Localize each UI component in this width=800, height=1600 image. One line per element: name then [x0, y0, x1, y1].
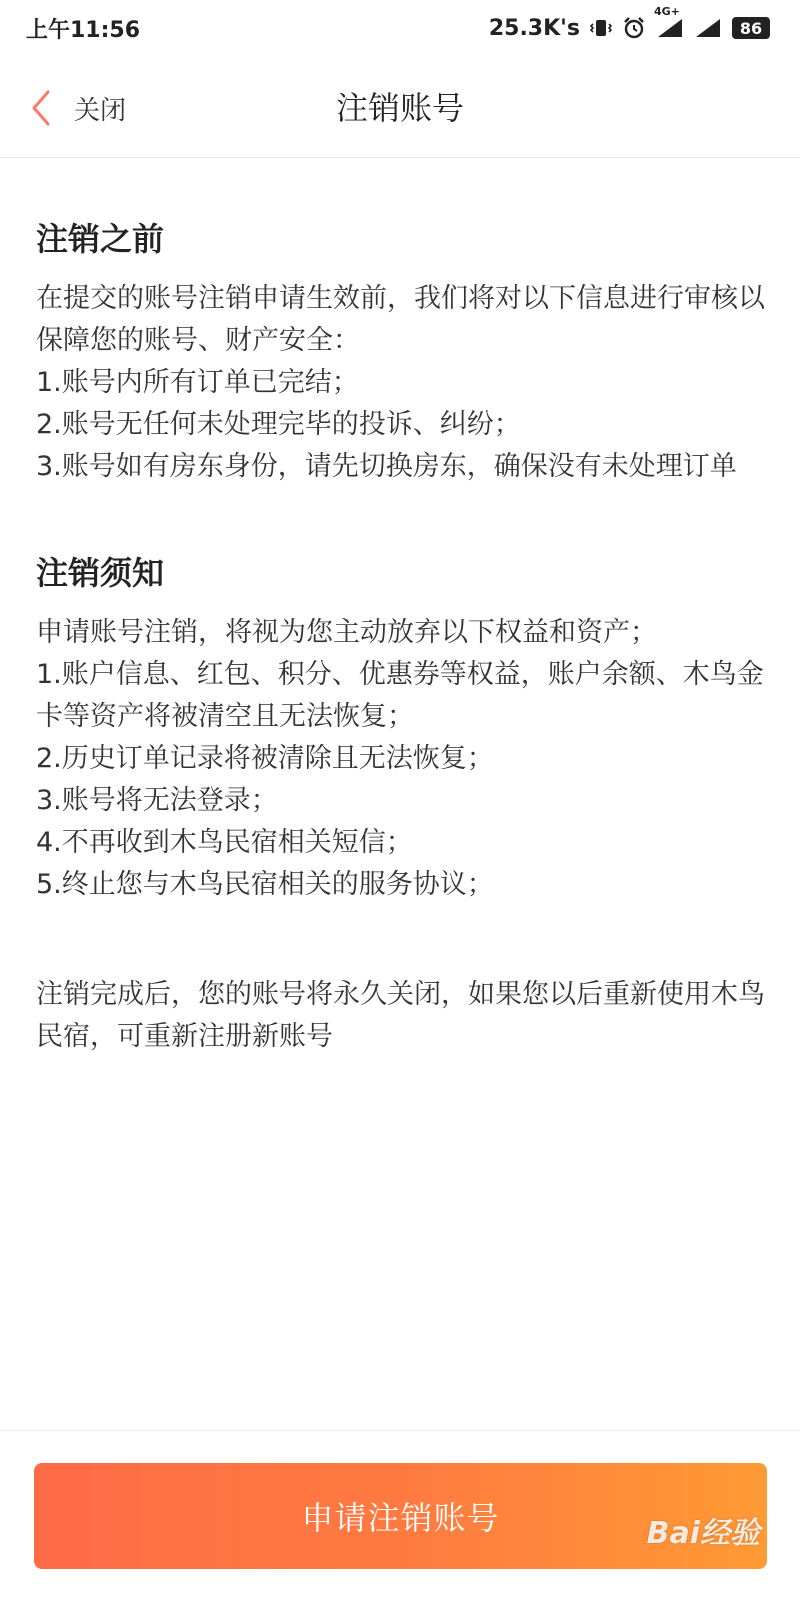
- apply-cancel-account-button[interactable]: 申请注销账号: [34, 1463, 767, 1569]
- section-body-notice: [36, 612, 766, 906]
- close-label: 关闭: [74, 95, 127, 126]
- closing-text: 注销完成后，您的账号将永久关闭，如果您以后重新使用木鸟民宿，可重新注册新账号: [36, 979, 765, 1052]
- battery-level: 86: [739, 18, 763, 38]
- alarm-icon: [622, 16, 646, 40]
- content: [36, 158, 766, 1058]
- list-item: 2.历史订单记录将被清除且无法恢复；: [36, 743, 494, 774]
- list-item: 1.账号内所有订单已完结；: [36, 367, 359, 398]
- vibrate-icon: [590, 17, 612, 39]
- list-item: 3.账号如有房东身份，请先切换房东，确保没有未处理订单: [36, 451, 737, 482]
- bottom-divider: [0, 1430, 800, 1431]
- network-type: 4G+: [654, 5, 680, 18]
- section-title-notice: 注销须知: [36, 554, 165, 592]
- page-title: 注销账号: [335, 89, 464, 127]
- nav-bar: [0, 56, 800, 158]
- list-item: 4.不再收到木鸟民宿相关短信；: [36, 827, 413, 858]
- network-speed: 25.3K's: [488, 15, 580, 41]
- watermark-logo: Bai经验: [646, 1516, 760, 1551]
- battery-icon: [732, 17, 770, 39]
- list-item: 5.终止您与木鸟民宿相关的服务协议；: [36, 869, 494, 900]
- status-time: 上午11:56: [26, 17, 141, 43]
- section-paragraph: 在提交的账号注销申请生效前，我们将对以下信息进行审核以保障您的账号、财产安全：: [36, 283, 765, 356]
- list-item: 3.账号将无法登录；: [36, 785, 278, 816]
- section-body-before: [36, 278, 766, 488]
- list-item: 1.账户信息、红包、积分、优惠券等权益，账户余额、木鸟金卡等资产将被清空且无法恢复；: [36, 659, 764, 732]
- list-item: 2.账号无任何未处理完毕的投诉、纠纷；: [36, 409, 521, 440]
- status-indicators: [488, 5, 770, 41]
- status-bar: [0, 0, 800, 56]
- signal-4g-icon: [654, 5, 684, 39]
- signal-icon: [694, 17, 722, 39]
- section-paragraph: 申请账号注销，将视为您主动放弃以下权益和资产；: [36, 617, 657, 648]
- section-title-before: 注销之前: [36, 220, 165, 258]
